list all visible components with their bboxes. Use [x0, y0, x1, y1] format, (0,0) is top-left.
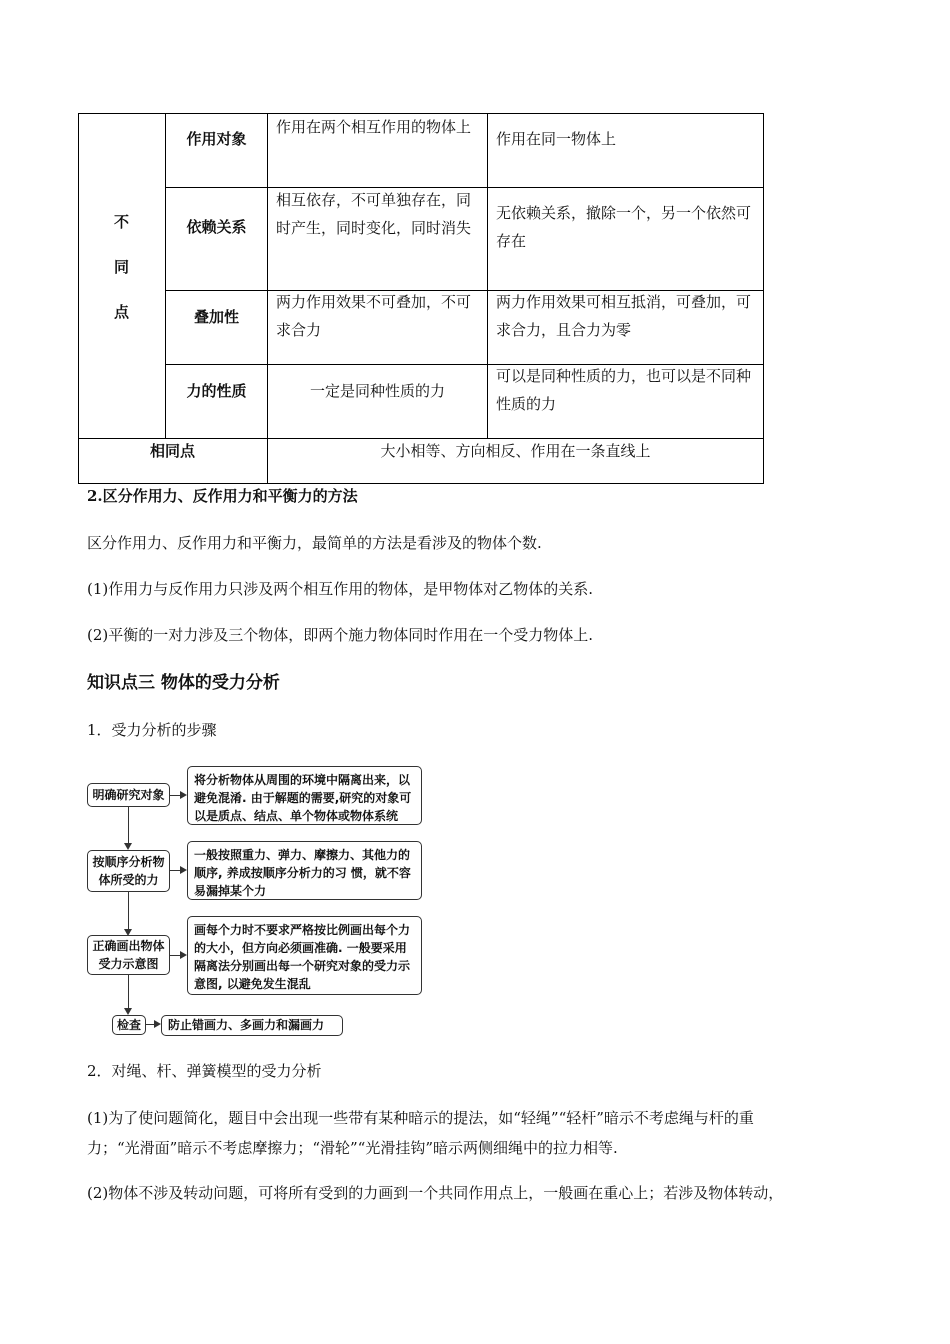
flow-step-desc: 将分析物体从周围的环境中隔离出来，以避免混淆. 由于解题的需要,研究的对象可以是质点、结点、单个物体或物体系统	[187, 766, 422, 825]
row-header-superposition: 叠加性	[193, 308, 239, 326]
row-nature-col1: 一定是同种性质的力	[309, 382, 445, 400]
same-label: 相同点	[149, 442, 195, 460]
row-superposition-col1: 两力作用效果不可叠加，不可求合力	[276, 293, 472, 339]
row-nature-col2: 可以是同种性质的力，也可以是不同种性质的力	[496, 367, 752, 413]
group-label-char: 点	[113, 303, 129, 321]
model-paragraph-line: (1)为了使问题简化，题目中会出现一些带有某种暗示的提法，如“轻绳”“轻杆”暗示不考虑绳与杆的重	[87, 1109, 754, 1127]
row-dependency-col2: 无依赖关系，撤除一个，另一个依然可存在	[496, 204, 752, 250]
row-dependency-col1: 相互依存，不可单独存在，同时产生，同时变化，同时消失	[276, 191, 472, 237]
flow-step-desc: 画每个力时不要求严格按比例画出每个力的大小，但方向必须画准确. 一般要采用隔离法分别画出每一个研究对象的受力示意图, 以避免发生混乱	[187, 916, 422, 995]
group-label-char: 不	[113, 213, 129, 231]
row-superposition-col2: 两力作用效果可相互抵消，可叠加，可求合力，且合力为零	[496, 293, 752, 339]
section2-paragraph: (2)平衡的一对力涉及三个物体，即两个施力物体同时作用在一个受力物体上.	[87, 626, 594, 644]
flow-step-label: 明确研究对象	[87, 783, 170, 807]
flow-step-desc: 一般按照重力、弹力、摩擦力、其他力的顺序, 养成按顺序分析力的习 惯，就不容易漏掉某个力	[187, 841, 422, 900]
model-heading: 2．对绳、杆、弹簧模型的受力分析	[87, 1062, 322, 1080]
step-heading: 1．受力分析的步骤	[87, 721, 217, 739]
comparison-table	[78, 113, 764, 484]
flow-step-label: 检查	[112, 1015, 146, 1035]
row-header-nature: 力的性质	[186, 382, 247, 400]
flow-step-desc: 防止错画力、多画力和漏画力	[161, 1015, 343, 1036]
row-header-object: 作用对象	[186, 130, 247, 148]
section2-paragraph: (1)作用力与反作用力只涉及两个相互作用的物体，是甲物体对乙物体的关系.	[87, 580, 594, 598]
same-value: 大小相等、方向相反、作用在一条直线上	[380, 442, 651, 460]
model-paragraph-line: 力；“光滑面”暗示不考虑摩擦力；“滑轮”“光滑挂钩”暗示两侧细绳中的拉力相等.	[87, 1139, 618, 1157]
row-object-col1: 作用在两个相互作用的物体上	[276, 118, 472, 136]
row-object-col2: 作用在同一物体上	[496, 130, 617, 148]
flow-step-label: 正确画出物体受力示意图	[87, 935, 170, 975]
knowledge3-title: 知识点三 物体的受力分析	[87, 673, 280, 693]
section2-paragraph: 区分作用力、反作用力和平衡力，最简单的方法是看涉及的物体个数.	[87, 534, 542, 552]
model-paragraph-line: (2)物体不涉及转动问题，可将所有受到的力画到一个共同作用点上，一般画在重心上；若涉及物体转动，	[87, 1184, 784, 1202]
section2-heading: 2.区分作用力、反作用力和平衡力的方法	[87, 487, 358, 505]
flow-step-label: 按顺序分析物体所受的力	[87, 850, 170, 892]
group-label-char: 同	[113, 258, 129, 276]
row-header-dependency: 依赖关系	[186, 218, 247, 236]
